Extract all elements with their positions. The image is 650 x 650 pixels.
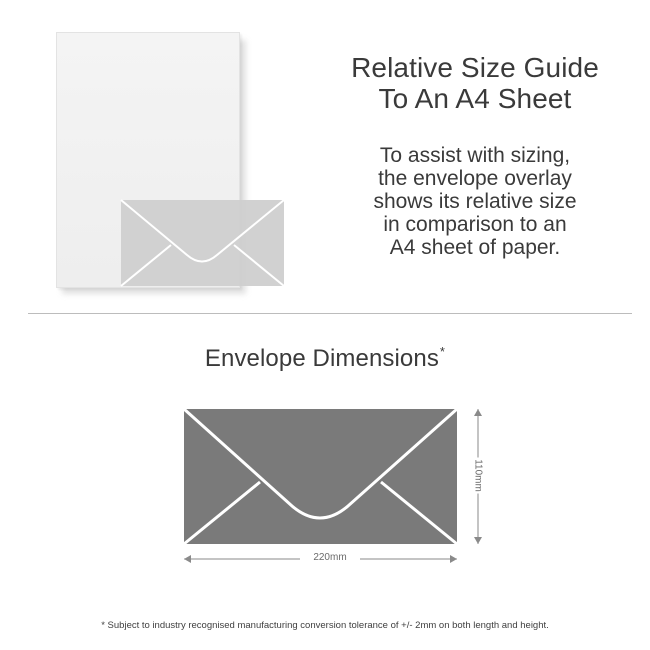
tolerance-disclaimer: * Subject to industry recognised manufacturing conversion tolerance of +/- 2mm on both length and height. (101, 620, 549, 631)
section-divider (28, 313, 632, 314)
height-label: 110mm (472, 459, 484, 492)
height-arrow-top-head (474, 409, 482, 416)
a4-illustration (0, 0, 300, 310)
page-title-line-2: To An A4 Sheet (378, 83, 572, 114)
page-title-line-1: Relative Size Guide (351, 52, 599, 83)
envelope-body (184, 409, 457, 544)
width-arrow-left-head (184, 555, 191, 563)
page-title (300, 52, 650, 114)
sizing-description (320, 144, 630, 259)
envelope-overlay (0, 0, 300, 310)
description-line-4: in comparison to an (383, 213, 567, 236)
width-label: 220mm (300, 552, 360, 563)
width-arrow-right-head (450, 555, 457, 563)
dimensions-title: Envelope Dimensions (204, 345, 439, 372)
description-line-3: shows its relative size (373, 190, 577, 213)
description-line-5: A4 sheet of paper. (389, 236, 561, 259)
footnote-asterisk: * (439, 344, 446, 359)
description-line-1: To assist with sizing, (379, 144, 571, 167)
description-line-2: the envelope overlay (378, 167, 572, 190)
envelope-overlay-body (121, 200, 284, 286)
dimensions-heading (0, 345, 650, 376)
height-arrow-bottom-head (474, 537, 482, 544)
